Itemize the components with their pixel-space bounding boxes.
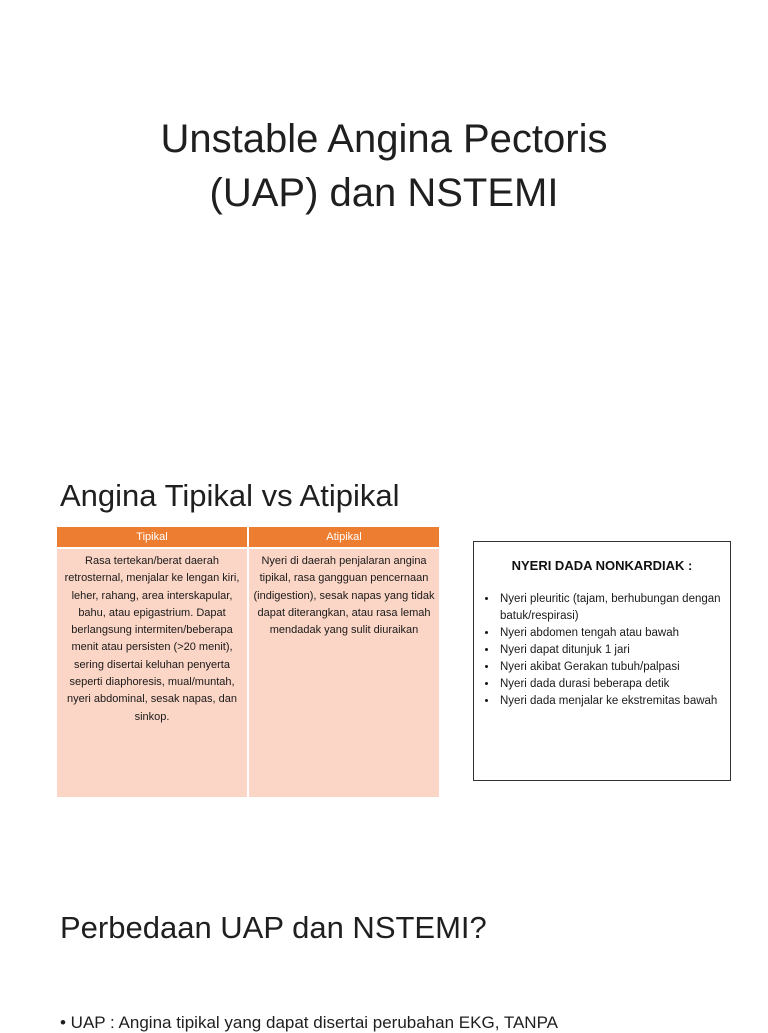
uap-bullet-text: • UAP : Angina tipikal yang dapat disertai perubahan EKG, TANPA — [60, 1013, 558, 1032]
list-item: • Nyeri abdomen tengah atau bawah — [498, 625, 730, 642]
nonkardiak-list — [474, 591, 730, 710]
table-cell-atipikal: Nyeri di daerah penjalaran angina tipikal, rasa gangguan pencernaan (indigestion), sesak napas yang tidak dapat diterangkan, atau rasa lemah mendadak yang sulit diuraikan — [248, 548, 439, 797]
table-header-tipikal: Tipikal — [57, 527, 248, 548]
nonkardiak-title: NYERI DADA NONKARDIAK : — [511, 558, 693, 573]
table-cell-tipikal: Rasa tertekan/berat daerah retrosternal, menjalar ke lengan kiri, leher, rahang, area interskapular, bahu, atau epigastrium. Dapat berlangsung intermiten/beberapa menit atau persisten (>20 menit), sering disertai keluhan penyerta seperti diaphoresis, mual/muntah, nyeri abdominal, sesak napas, dan sinkop. — [57, 548, 248, 797]
table-header-atipikal: Atipikal — [248, 527, 439, 548]
slide-title-line-1: Unstable Angina Pectoris — [160, 117, 608, 161]
list-item: • Nyeri dada durasi beberapa detik — [498, 676, 730, 693]
slide-title — [0, 112, 768, 220]
angina-comparison-table — [57, 527, 439, 797]
list-item: • Nyeri pleuritic (tajam, berhubungan dengan batuk/respirasi) — [498, 591, 730, 625]
list-item: • Nyeri dada menjalar ke ekstremitas bawah — [498, 693, 730, 710]
list-item: • Nyeri dapat ditunjuk 1 jari — [498, 642, 730, 659]
section-heading-angina: Angina Tipikal vs Atipikal — [60, 478, 400, 513]
slide-title-line-2: (UAP) dan NSTEMI — [209, 171, 559, 215]
list-item: • Nyeri akibat Gerakan tubuh/palpasi — [498, 659, 730, 676]
table-row — [57, 548, 439, 797]
section-heading-perbedaan: Perbedaan UAP dan NSTEMI? — [60, 910, 487, 945]
nonkardiak-box — [473, 541, 731, 781]
table-header-row — [57, 527, 439, 548]
